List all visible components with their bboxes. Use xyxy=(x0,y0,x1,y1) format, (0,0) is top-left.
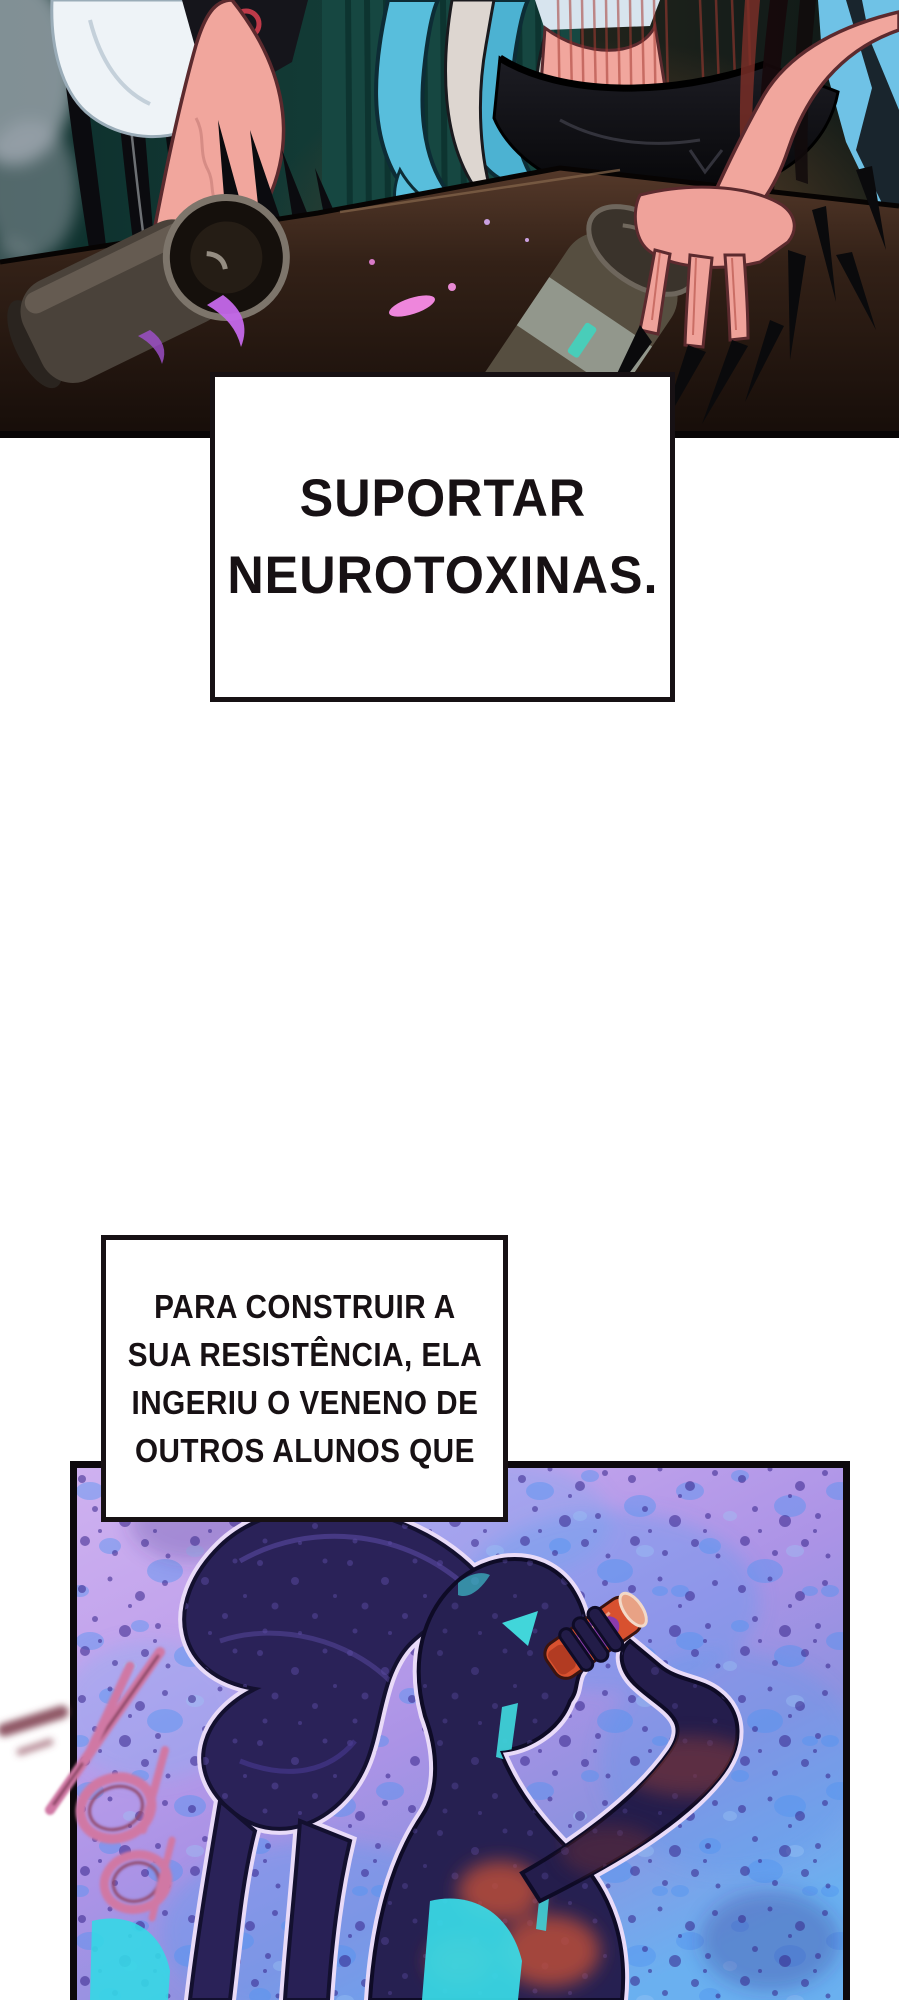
caption-line: NEUROTOXINAS. xyxy=(226,546,659,605)
sfx-gulp-strokes xyxy=(0,1630,270,1960)
caption-box-resistencia xyxy=(101,1235,508,1522)
caption-line: OUTROS ALUNOS QUE xyxy=(134,1431,475,1469)
sfx-pink-slashes xyxy=(50,1652,174,1918)
caption-line: PARA CONSTRUIR A xyxy=(153,1287,456,1325)
sfx-maroon-dash xyxy=(4,1712,62,1752)
caption-text xyxy=(227,460,658,614)
caption-line: SUPORTAR xyxy=(299,469,586,528)
caption-line: INGERIU O VENENO DE xyxy=(131,1383,478,1421)
caption-line: SUA RESISTÊNCIA, ELA xyxy=(127,1335,482,1373)
caption-box-neurotoxinas xyxy=(210,372,675,702)
caption-text xyxy=(127,1283,481,1475)
